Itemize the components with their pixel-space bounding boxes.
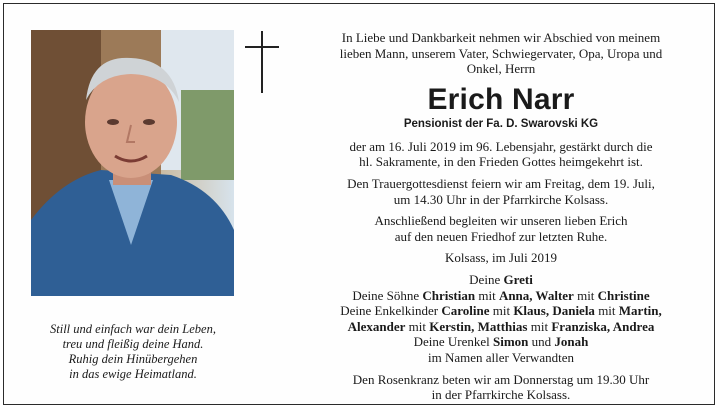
mourner-sons: Deine Söhne Christian mit Anna, Walter mit Christine [352, 287, 650, 303]
mourner-wife: Deine Greti [469, 271, 533, 287]
place-date: Kolsass, im Juli 2019 [445, 250, 557, 266]
rosary-text: Den Rosenkranz beten wir am Donnerstag um 19.30 Uhr in der Pfarrkirche Kolsass. [352, 371, 650, 403]
cross-icon [245, 31, 279, 93]
verse-line: Still und einfach war dein Leben, [50, 322, 216, 336]
intro-text: In Liebe und Dankbarkeit nehmen wir Abschied von meinem lieben Mann, unserem Vater, Schwiegervater, Opa, Uropa und Onkel, Herrn [339, 30, 663, 77]
mourner-grandchildren-cont: Alexander mit Kerstin, Matthias mit Franziska, Andrea [347, 318, 655, 334]
service-text: Den Trauergottesdienst feiern wir am Freitag, dem 19. Juli, um 14.30 Uhr in der Pfarrkirche Kolsass. [347, 175, 655, 207]
notice-text [286, 30, 716, 409]
mourner-grandchildren: Deine Enkelkinder Caroline mit Klaus, Daniela mit Martin, [340, 303, 662, 319]
deceased-subtitle: Pensionist der Fa. D. Swarovski KG [403, 117, 599, 130]
verse-line: in das ewige Heimatland. [69, 367, 197, 381]
deceased-name: Erich Narr [427, 82, 575, 116]
verse-line: Ruhig dein Hinübergehen [68, 352, 198, 366]
death-text: der am 16. Juli 2019 im 96. Lebensjahr, gestärkt durch die hl. Sakramente, in den Frieden Gottes heimgekehrt ist. [349, 138, 653, 170]
burial-text: Anschließend begleiten wir unseren lieben Erich auf den neuen Friedhof zur letzten Ruhe. [374, 213, 628, 244]
obituary-notice [3, 3, 715, 405]
mourners-list [286, 272, 716, 366]
mourner-great-grandchildren: Deine Urenkel Simon und Jonah [413, 334, 589, 350]
mourner-relatives: im Namen aller Verwandten [428, 349, 574, 365]
portrait-photo [31, 30, 234, 296]
memorial-verse [24, 322, 242, 382]
verse-line: treu und fleißig deine Hand. [62, 337, 204, 351]
